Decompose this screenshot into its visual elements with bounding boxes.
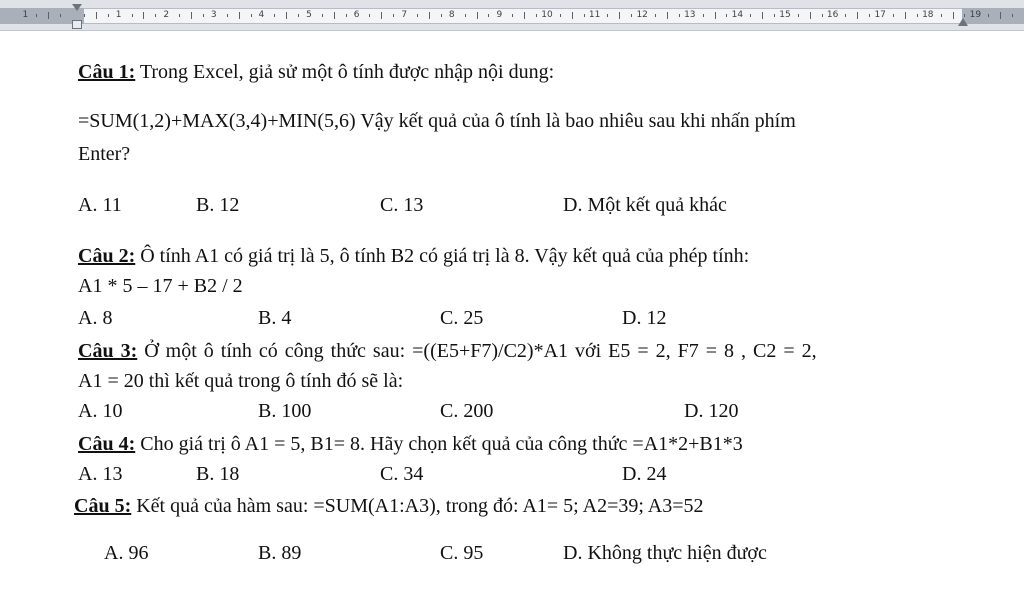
question-2-option-b: B. 4	[258, 307, 292, 329]
question-5-option-c: C. 95	[440, 542, 484, 564]
ruler-tick	[584, 14, 585, 17]
ruler-tick	[132, 14, 133, 17]
ruler-tick	[429, 12, 430, 19]
ruler-number: 5	[306, 10, 312, 20]
question-5-option-a: A. 96	[104, 542, 149, 564]
question-5-option-d: D. Không thực hiện được	[563, 542, 767, 564]
question-3-line-2: A1 = 20 thì kết quả trong ô tính đó sẽ là:	[78, 370, 404, 392]
question-1-label: Câu 1:	[78, 61, 136, 83]
ruler-tick	[905, 12, 906, 19]
question-1-option-d: D. Một kết quả khác	[563, 194, 727, 216]
ruler-tick	[715, 12, 716, 19]
question-1-option-b: B. 12	[196, 194, 240, 216]
ruler-tick	[893, 14, 894, 17]
question-2-label: Câu 2:	[78, 245, 136, 267]
ruler-tick	[667, 12, 668, 19]
ruler-number: 2	[163, 10, 170, 20]
ruler-tick	[560, 14, 561, 17]
ruler-tick	[941, 14, 942, 17]
ruler-tick	[762, 12, 763, 19]
ruler-number: 9	[496, 10, 503, 20]
question-2-option-a: A. 8	[78, 307, 113, 329]
ruler-tick	[679, 14, 680, 17]
ruler-tick	[48, 12, 49, 19]
ruler-tick	[917, 14, 918, 17]
ruler-number: 10	[541, 10, 553, 20]
question-5-label: Câu 5:	[74, 495, 132, 517]
ruler-tick	[417, 14, 418, 17]
question-4-option-c: C. 34	[380, 463, 424, 485]
ruler-tick	[465, 14, 466, 17]
ruler-number: 1	[115, 10, 122, 20]
ruler-tick	[227, 14, 228, 17]
ruler-tick	[381, 12, 382, 19]
question-3-option-b: B. 100	[258, 400, 312, 422]
ruler-tick	[1012, 14, 1013, 17]
question-2-option-c: C. 25	[440, 307, 484, 329]
ruler-tick	[36, 14, 37, 17]
question-3-text: Ở một ô tính có công thức sau: =((E5+F7)/C2)*A1 với E5 = 2, F7 = 8 , C2 = 2,	[144, 340, 817, 362]
ruler-tick	[488, 14, 489, 17]
ruler-tick	[346, 14, 347, 17]
ruler-tick	[655, 14, 656, 17]
ruler-tick	[750, 14, 751, 17]
ruler-number: 15	[779, 10, 791, 20]
ruler-number: 7	[401, 10, 408, 20]
question-1-option-a: A. 11	[78, 194, 122, 216]
ruler-tick	[322, 14, 323, 17]
question-3-line-1	[78, 339, 817, 363]
ruler-tick	[631, 14, 632, 17]
ruler-tick	[1000, 12, 1001, 19]
ruler-number: 14	[731, 10, 744, 20]
ruler-number: 16	[826, 10, 839, 20]
ruler-tick	[441, 14, 442, 17]
question-4-line-1	[78, 432, 743, 456]
question-2-option-d: D. 12	[622, 307, 667, 329]
ruler-tick	[798, 14, 799, 17]
ruler-tick	[869, 14, 870, 17]
ruler-tick	[774, 14, 775, 17]
ruler-number: 11	[588, 10, 601, 20]
ruler-tick	[251, 14, 252, 17]
question-1-line-1	[78, 60, 554, 84]
ruler-number: 19	[969, 10, 982, 20]
ruler-number: 13	[684, 10, 696, 20]
left-indent-marker[interactable]	[72, 20, 82, 29]
ruler-tick	[536, 14, 537, 17]
first-line-indent-marker[interactable]	[72, 4, 82, 11]
ruler-tick	[274, 14, 275, 17]
ruler-tick	[607, 14, 608, 17]
question-4-text: Cho giá trị ô A1 = 5, B1= 8. Hãy chọn kết quả của công thức =A1*2+B1*3	[140, 433, 743, 455]
horizontal-ruler[interactable]	[0, 0, 1024, 31]
question-1-line-3: Enter?	[78, 143, 131, 165]
question-1-line-2: =SUM(1,2)+MAX(3,4)+MIN(5,6) Vậy kết quả của ô tính là bao nhiêu sau khi nhấn phím	[78, 110, 796, 132]
question-4-option-b: B. 18	[196, 463, 240, 485]
ruler-number: 18	[922, 10, 934, 20]
question-4-option-d: D. 24	[622, 463, 667, 485]
document-page[interactable]	[0, 31, 1024, 589]
ruler-tick	[60, 14, 61, 17]
ruler-tick	[203, 14, 204, 17]
question-4-option-a: A. 13	[78, 463, 123, 485]
question-2-line-2: A1 * 5 – 17 + B2 / 2	[78, 275, 243, 297]
question-4-label: Câu 4:	[78, 433, 136, 455]
question-2-line-1	[78, 244, 749, 268]
ruler-tick	[964, 14, 965, 17]
ruler-tick	[84, 14, 85, 17]
ruler-tick	[988, 14, 989, 17]
ruler-tick	[96, 12, 97, 19]
right-indent-marker[interactable]	[958, 18, 968, 26]
question-3-label: Câu 3:	[78, 340, 138, 362]
ruler-tick	[810, 12, 811, 19]
ruler-tick	[857, 12, 858, 19]
ruler-number: 3	[210, 10, 217, 20]
question-1-option-c: C. 13	[380, 194, 424, 216]
question-3-option-c: C. 200	[440, 400, 494, 422]
ruler-tick	[239, 12, 240, 19]
question-1-text: Trong Excel, giả sử một ô tính được nhập nội dung:	[139, 61, 555, 83]
ruler-tick	[845, 14, 846, 17]
question-5-text: Kết quả của hàm sau: =SUM(A1:A3), trong đó: A1= 5; A2=39; A3=52	[136, 495, 704, 517]
ruler-tick	[822, 14, 823, 17]
question-3-option-d: D. 120	[684, 400, 739, 422]
ruler-tick	[179, 14, 180, 17]
ruler-tick	[703, 14, 704, 17]
ruler-number: 17	[874, 10, 886, 20]
ruler-tick	[477, 12, 478, 19]
ruler-tick	[572, 12, 573, 19]
question-5-option-b: B. 89	[258, 542, 302, 564]
ruler-tick	[155, 14, 156, 17]
ruler-tick	[619, 12, 620, 19]
ruler-tick	[191, 12, 192, 19]
ruler-tick	[286, 12, 287, 19]
ruler-tick	[334, 12, 335, 19]
ruler-number: 4	[258, 10, 265, 20]
ruler-number: 12	[636, 10, 648, 20]
ruler-tick	[393, 14, 394, 17]
ruler-tick	[143, 12, 144, 19]
ruler-number: 1	[22, 10, 29, 20]
ruler-tick	[953, 12, 954, 19]
ruler-tick	[726, 14, 727, 17]
ruler-tick	[369, 14, 370, 17]
ruler-tick	[512, 14, 513, 17]
ruler-tick	[108, 14, 109, 17]
question-5-line-1	[74, 494, 704, 518]
ruler-tick	[524, 12, 525, 19]
ruler-number: 6	[353, 10, 360, 20]
ruler-number: 8	[448, 10, 455, 20]
question-3-option-a: A. 10	[78, 400, 123, 422]
question-2-text: Ô tính A1 có giá trị là 5, ô tính B2 có giá trị là 8. Vậy kết quả của phép tính:	[140, 245, 750, 267]
ruler-tick	[298, 14, 299, 17]
